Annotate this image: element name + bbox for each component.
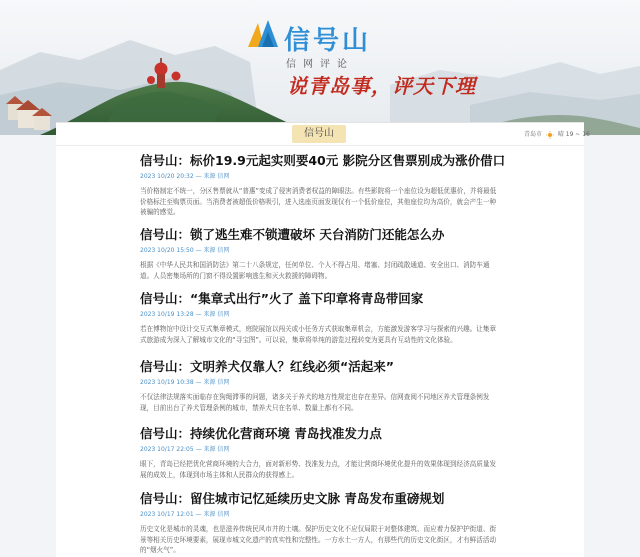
article-meta: 2023 10/19 10:38 — 来源 信网 xyxy=(140,379,230,386)
article-item[interactable] xyxy=(140,426,560,480)
article-item[interactable] xyxy=(140,359,560,413)
channel-bar xyxy=(56,123,590,146)
header-banner xyxy=(0,0,640,135)
article-summary: 不仅法律法规落实面临存在狗绳滞事的问题，诸多关于养犬的地方性规定也存在差异。信网查阅不同地区养犬管理条例发现，目前出台了养犬管理条例的城市，禁养犬只在名单、数量上都有不同。 xyxy=(140,393,490,412)
article-title[interactable]: 信号山：持续优化营商环境 青岛找准发力点 xyxy=(140,426,382,441)
site-slogan: 说青岛事，评天下理 xyxy=(287,74,476,98)
tab-xinhaoshan[interactable]: 信号山 xyxy=(292,125,346,143)
article-title[interactable]: 信号山：锁了逃生难不锁遭破坏 天台消防门还能怎么办 xyxy=(140,227,445,242)
sun-icon xyxy=(546,131,554,139)
article-title[interactable]: 信号山：标价19.9元起实则要40元 影院分区售票别成为涨价借口 xyxy=(140,153,506,168)
article-title[interactable]: 信号山：文明养犬仅靠人？红线必须“活起来” xyxy=(140,359,394,374)
article-summary: 眼下，青岛已经把优化营商环境的大合力，面对新形势、找准发力点，才能让营商环境优化提升的效果体现到经济高质量发展的成效上，体现到市场主体和人民群众的获得感上。 xyxy=(140,460,497,479)
weather-city: 青岛市 xyxy=(524,131,543,138)
content-card xyxy=(56,122,590,557)
logo-title: 信号山 xyxy=(284,26,372,56)
article-meta: 2023 10/19 13:28 — 来源 信网 xyxy=(140,311,230,318)
article-summary: 历史文化是城市的灵魂，也是滋养传统民风市井的土壤。保护历史文化不应仅局限于对整体建筑、而应着力保护护街道、街景等相关历史环境要素，展现市城文化遗产的真实性和完整性。一方水土一方人，有那些代的历史文化街区，才有鲜活活动的“烟火气”。 xyxy=(140,525,497,554)
article-meta: 2023 10/17 12:01 — 来源 信网 xyxy=(140,511,230,518)
article-summary: 当价格制定不统一，分区售票就从“普惠”变成了侵害消费者权益的障眼法。有些影院将一个座位设为超低优惠价，并将最低价格标注至购票页面。当消费者被超低价格吸引，进入选座页面发现仅有一个低价座位，其他座位均为高价，就会产生一种被骗的感觉。 xyxy=(140,187,497,216)
article-item[interactable] xyxy=(140,291,560,345)
logo-subtitle: 信网评论 xyxy=(286,59,354,70)
article-item[interactable] xyxy=(140,227,560,281)
article-summary: 若在博物馆中设计交互式集章模式，庭院展馆以闯关或小任务方式获取集章机会，方能激发游客学习与探索的兴趣。让集章式旅游成为深入了解城市文化的“寻宝图”。可以说，集章将单纯的游览过程转变为更具有互动性的文化体验。 xyxy=(140,325,497,344)
article-item[interactable] xyxy=(140,153,560,218)
article-title[interactable]: 信号山：留住城市记忆延续历史文脉 青岛发布重磅规划 xyxy=(140,491,445,506)
weather-temp: 晴 19 ~ 16 xyxy=(557,131,590,138)
article-meta: 2023 10/17 22:05 — 来源 信网 xyxy=(140,446,230,453)
article-meta: 2023 10/20 20:32 — 来源 信网 xyxy=(140,173,230,180)
logo-icon xyxy=(246,18,280,48)
article-meta: 2023 10/20 15:50 — 来源 信网 xyxy=(140,247,230,254)
article-summary: 根据《中华人民共和国消防法》第二十八条规定，任何单位、个人不得占用、堵塞、封闭疏散通道、安全出口、消防车通道。人员密集场所的门窗不得设置影响逃生和灭火救援的障碍物。 xyxy=(140,261,490,280)
article-item[interactable] xyxy=(140,491,560,556)
article-title[interactable]: 信号山：“集章式出行”火了 盖下印章将青岛带回家 xyxy=(140,291,424,306)
weather-widget xyxy=(524,129,590,139)
